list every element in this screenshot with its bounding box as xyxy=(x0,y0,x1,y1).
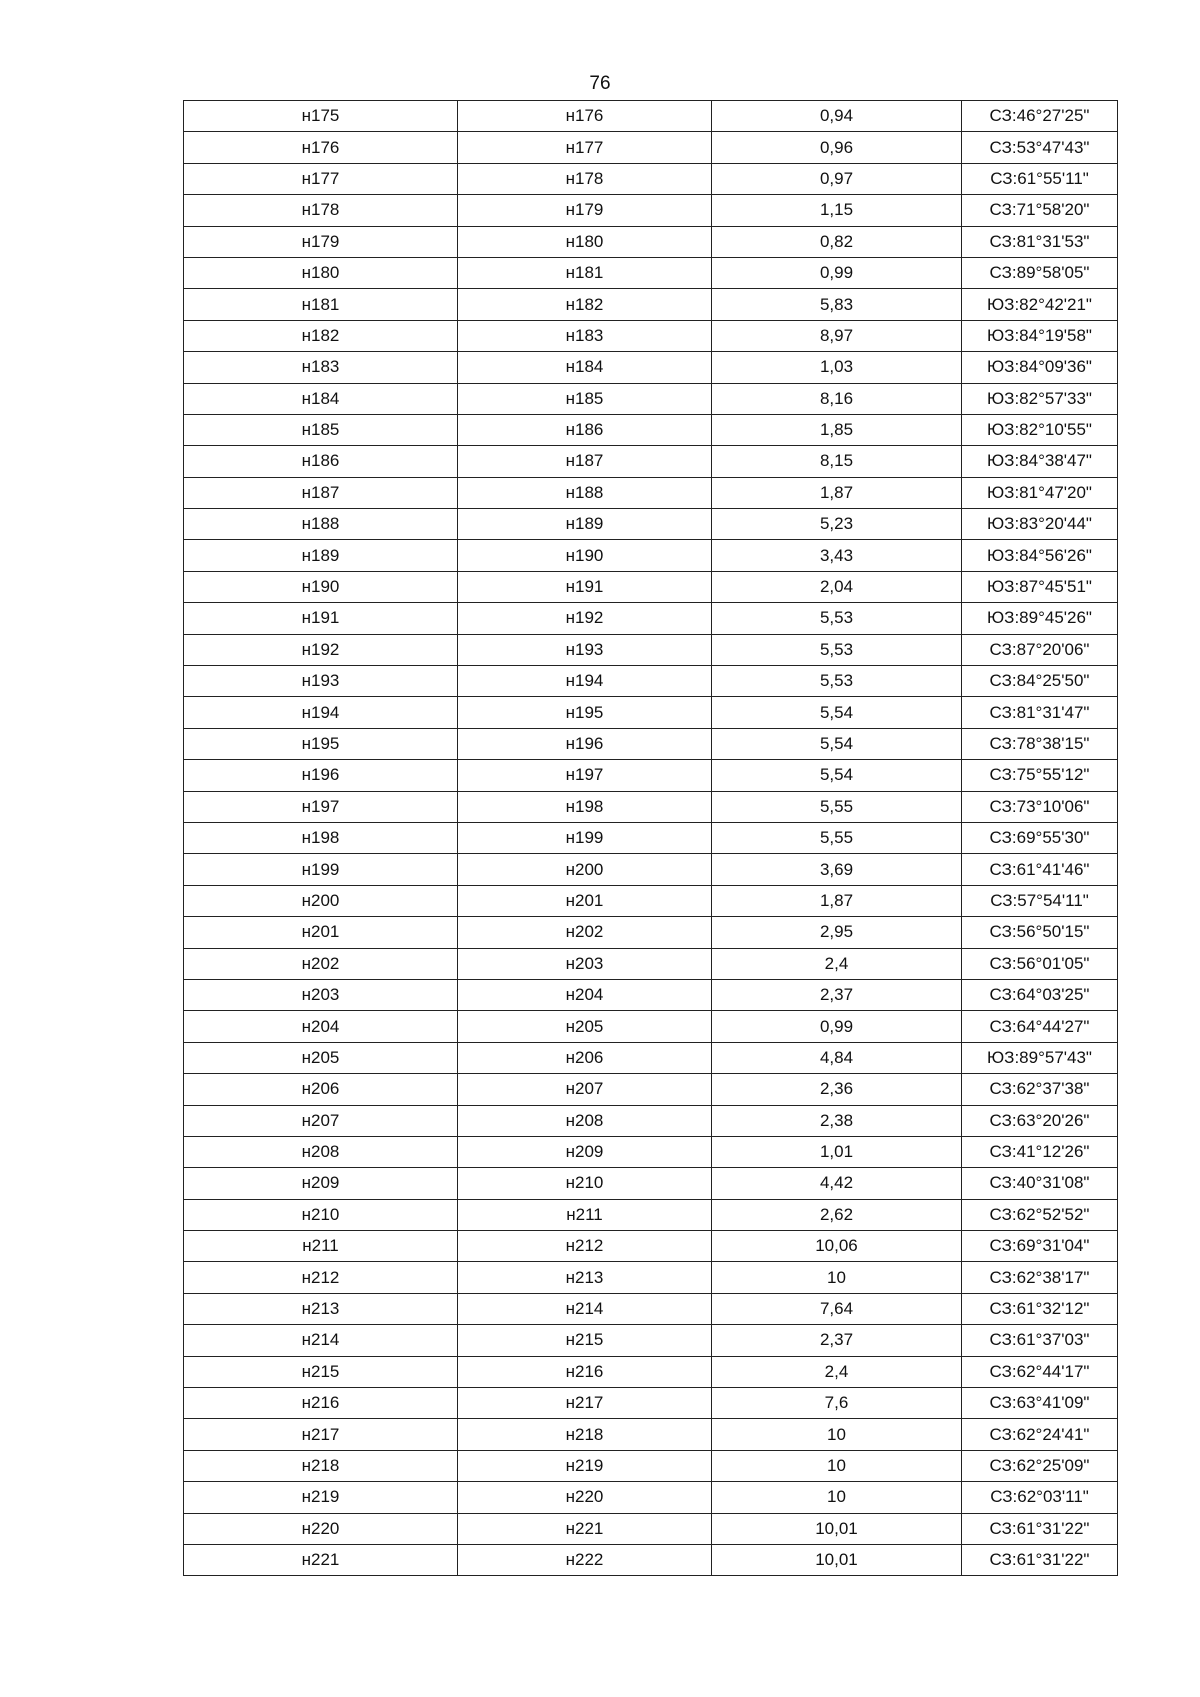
table-row xyxy=(184,289,1118,320)
from-point-cell: н200 xyxy=(184,885,458,916)
from-point-cell: н189 xyxy=(184,540,458,571)
to-point-cell: н191 xyxy=(458,571,712,602)
to-point-cell: н220 xyxy=(458,1482,712,1513)
bearing-cell: СЗ:63°41'09" xyxy=(962,1388,1118,1419)
length-cell: 2,37 xyxy=(712,979,962,1010)
bearing-cell: ЮЗ:81°47'20" xyxy=(962,477,1118,508)
from-point-cell: н206 xyxy=(184,1074,458,1105)
to-point-cell: н192 xyxy=(458,603,712,634)
table-row xyxy=(184,1231,1118,1262)
from-point-cell: н190 xyxy=(184,571,458,602)
from-point-cell: н194 xyxy=(184,697,458,728)
length-cell: 1,01 xyxy=(712,1136,962,1167)
bearing-cell: СЗ:87°20'06" xyxy=(962,634,1118,665)
length-cell: 1,03 xyxy=(712,352,962,383)
from-point-cell: н193 xyxy=(184,666,458,697)
bearing-cell: ЮЗ:89°45'26" xyxy=(962,603,1118,634)
table-row xyxy=(184,163,1118,194)
to-point-cell: н213 xyxy=(458,1262,712,1293)
to-point-cell: н187 xyxy=(458,446,712,477)
bearing-cell: СЗ:62°52'52" xyxy=(962,1199,1118,1230)
length-cell: 5,55 xyxy=(712,822,962,853)
table-row xyxy=(184,101,1118,132)
from-point-cell: н184 xyxy=(184,383,458,414)
table-row xyxy=(184,320,1118,351)
to-point-cell: н214 xyxy=(458,1293,712,1324)
length-cell: 0,94 xyxy=(712,101,962,132)
bearing-cell: СЗ:78°38'15" xyxy=(962,728,1118,759)
bearing-cell: СЗ:53°47'43" xyxy=(962,132,1118,163)
bearing-cell: ЮЗ:87°45'51" xyxy=(962,571,1118,602)
bearing-cell: СЗ:81°31'47" xyxy=(962,697,1118,728)
table-row xyxy=(184,760,1118,791)
table-row xyxy=(184,1042,1118,1073)
from-point-cell: н176 xyxy=(184,132,458,163)
from-point-cell: н178 xyxy=(184,195,458,226)
table-row xyxy=(184,226,1118,257)
from-point-cell: н196 xyxy=(184,760,458,791)
bearing-cell: СЗ:63°20'26" xyxy=(962,1105,1118,1136)
to-point-cell: н196 xyxy=(458,728,712,759)
table-row xyxy=(184,885,1118,916)
to-point-cell: н179 xyxy=(458,195,712,226)
table-row xyxy=(184,571,1118,602)
to-point-cell: н207 xyxy=(458,1074,712,1105)
bearing-cell: СЗ:64°03'25" xyxy=(962,979,1118,1010)
length-cell: 0,99 xyxy=(712,257,962,288)
table-row xyxy=(184,1105,1118,1136)
from-point-cell: н202 xyxy=(184,948,458,979)
table-row xyxy=(184,540,1118,571)
length-cell: 2,4 xyxy=(712,1356,962,1387)
to-point-cell: н200 xyxy=(458,854,712,885)
from-point-cell: н216 xyxy=(184,1388,458,1419)
length-cell: 10 xyxy=(712,1262,962,1293)
table-row xyxy=(184,728,1118,759)
from-point-cell: н197 xyxy=(184,791,458,822)
length-cell: 5,54 xyxy=(712,760,962,791)
length-cell: 2,36 xyxy=(712,1074,962,1105)
from-point-cell: н187 xyxy=(184,477,458,508)
length-cell: 2,62 xyxy=(712,1199,962,1230)
length-cell: 3,43 xyxy=(712,540,962,571)
table-row xyxy=(184,1513,1118,1544)
table-row xyxy=(184,1011,1118,1042)
table-row xyxy=(184,1544,1118,1575)
to-point-cell: н197 xyxy=(458,760,712,791)
table-row xyxy=(184,917,1118,948)
length-cell: 8,16 xyxy=(712,383,962,414)
bearing-cell: СЗ:61°37'03" xyxy=(962,1325,1118,1356)
table-row xyxy=(184,666,1118,697)
length-cell: 8,15 xyxy=(712,446,962,477)
from-point-cell: н183 xyxy=(184,352,458,383)
length-cell: 2,37 xyxy=(712,1325,962,1356)
table-row xyxy=(184,822,1118,853)
table-row xyxy=(184,854,1118,885)
to-point-cell: н189 xyxy=(458,509,712,540)
from-point-cell: н209 xyxy=(184,1168,458,1199)
to-point-cell: н194 xyxy=(458,666,712,697)
table-row xyxy=(184,132,1118,163)
length-cell: 10,01 xyxy=(712,1544,962,1575)
length-cell: 10 xyxy=(712,1450,962,1481)
length-cell: 5,23 xyxy=(712,509,962,540)
table-row xyxy=(184,1168,1118,1199)
from-point-cell: н175 xyxy=(184,101,458,132)
from-point-cell: н182 xyxy=(184,320,458,351)
from-point-cell: н188 xyxy=(184,509,458,540)
table-row xyxy=(184,257,1118,288)
table-row xyxy=(184,414,1118,445)
to-point-cell: н182 xyxy=(458,289,712,320)
table-row xyxy=(184,1482,1118,1513)
table-row xyxy=(184,603,1118,634)
table-row xyxy=(184,383,1118,414)
bearing-cell: ЮЗ:84°19'58" xyxy=(962,320,1118,351)
from-point-cell: н199 xyxy=(184,854,458,885)
bearing-cell: СЗ:61°41'46" xyxy=(962,854,1118,885)
to-point-cell: н183 xyxy=(458,320,712,351)
length-cell: 2,38 xyxy=(712,1105,962,1136)
bearing-cell: СЗ:89°58'05" xyxy=(962,257,1118,288)
table-row xyxy=(184,1262,1118,1293)
bearing-cell: СЗ:56°50'15" xyxy=(962,917,1118,948)
length-cell: 0,99 xyxy=(712,1011,962,1042)
from-point-cell: н221 xyxy=(184,1544,458,1575)
to-point-cell: н217 xyxy=(458,1388,712,1419)
table-row xyxy=(184,1419,1118,1450)
to-point-cell: н209 xyxy=(458,1136,712,1167)
length-cell: 2,95 xyxy=(712,917,962,948)
to-point-cell: н203 xyxy=(458,948,712,979)
bearing-cell: СЗ:41°12'26" xyxy=(962,1136,1118,1167)
bearing-cell: СЗ:84°25'50" xyxy=(962,666,1118,697)
bearing-cell: СЗ:73°10'06" xyxy=(962,791,1118,822)
table-row xyxy=(184,979,1118,1010)
boundary-points-table xyxy=(183,100,1118,1576)
from-point-cell: н181 xyxy=(184,289,458,320)
bearing-cell: СЗ:69°31'04" xyxy=(962,1231,1118,1262)
bearing-cell: СЗ:69°55'30" xyxy=(962,822,1118,853)
to-point-cell: н181 xyxy=(458,257,712,288)
bearing-cell: ЮЗ:84°09'36" xyxy=(962,352,1118,383)
length-cell: 10,01 xyxy=(712,1513,962,1544)
length-cell: 1,85 xyxy=(712,414,962,445)
to-point-cell: н190 xyxy=(458,540,712,571)
to-point-cell: н198 xyxy=(458,791,712,822)
from-point-cell: н220 xyxy=(184,1513,458,1544)
to-point-cell: н221 xyxy=(458,1513,712,1544)
table-row xyxy=(184,477,1118,508)
from-point-cell: н204 xyxy=(184,1011,458,1042)
from-point-cell: н177 xyxy=(184,163,458,194)
length-cell: 7,64 xyxy=(712,1293,962,1324)
table-row xyxy=(184,1388,1118,1419)
bearing-cell: ЮЗ:84°38'47" xyxy=(962,446,1118,477)
length-cell: 5,83 xyxy=(712,289,962,320)
from-point-cell: н180 xyxy=(184,257,458,288)
from-point-cell: н179 xyxy=(184,226,458,257)
table-row xyxy=(184,195,1118,226)
length-cell: 5,54 xyxy=(712,728,962,759)
bearing-cell: СЗ:46°27'25" xyxy=(962,101,1118,132)
bearing-cell: ЮЗ:82°10'55" xyxy=(962,414,1118,445)
length-cell: 1,15 xyxy=(712,195,962,226)
length-cell: 4,84 xyxy=(712,1042,962,1073)
to-point-cell: н180 xyxy=(458,226,712,257)
length-cell: 0,82 xyxy=(712,226,962,257)
table-row xyxy=(184,1293,1118,1324)
table-row xyxy=(184,634,1118,665)
to-point-cell: н176 xyxy=(458,101,712,132)
to-point-cell: н222 xyxy=(458,1544,712,1575)
to-point-cell: н215 xyxy=(458,1325,712,1356)
from-point-cell: н215 xyxy=(184,1356,458,1387)
bearing-cell: СЗ:57°54'11" xyxy=(962,885,1118,916)
table-row xyxy=(184,1450,1118,1481)
from-point-cell: н212 xyxy=(184,1262,458,1293)
length-cell: 10 xyxy=(712,1419,962,1450)
to-point-cell: н202 xyxy=(458,917,712,948)
from-point-cell: н218 xyxy=(184,1450,458,1481)
length-cell: 1,87 xyxy=(712,885,962,916)
bearing-cell: СЗ:62°24'41" xyxy=(962,1419,1118,1450)
bearing-cell: СЗ:64°44'27" xyxy=(962,1011,1118,1042)
table-body xyxy=(184,101,1118,1576)
to-point-cell: н178 xyxy=(458,163,712,194)
bearing-cell: СЗ:40°31'08" xyxy=(962,1168,1118,1199)
to-point-cell: н206 xyxy=(458,1042,712,1073)
length-cell: 0,97 xyxy=(712,163,962,194)
from-point-cell: н219 xyxy=(184,1482,458,1513)
length-cell: 5,53 xyxy=(712,603,962,634)
to-point-cell: н185 xyxy=(458,383,712,414)
bearing-cell: СЗ:61°31'22" xyxy=(962,1544,1118,1575)
from-point-cell: н214 xyxy=(184,1325,458,1356)
to-point-cell: н177 xyxy=(458,132,712,163)
to-point-cell: н208 xyxy=(458,1105,712,1136)
bearing-cell: СЗ:61°32'12" xyxy=(962,1293,1118,1324)
from-point-cell: н203 xyxy=(184,979,458,1010)
to-point-cell: н219 xyxy=(458,1450,712,1481)
from-point-cell: н198 xyxy=(184,822,458,853)
from-point-cell: н195 xyxy=(184,728,458,759)
from-point-cell: н207 xyxy=(184,1105,458,1136)
table-row xyxy=(184,1325,1118,1356)
from-point-cell: н217 xyxy=(184,1419,458,1450)
length-cell: 5,53 xyxy=(712,634,962,665)
to-point-cell: н188 xyxy=(458,477,712,508)
length-cell: 1,87 xyxy=(712,477,962,508)
bearing-cell: СЗ:81°31'53" xyxy=(962,226,1118,257)
bearing-cell: ЮЗ:82°57'33" xyxy=(962,383,1118,414)
length-cell: 3,69 xyxy=(712,854,962,885)
table-row xyxy=(184,1074,1118,1105)
bearing-cell: СЗ:62°44'17" xyxy=(962,1356,1118,1387)
length-cell: 2,4 xyxy=(712,948,962,979)
length-cell: 10,06 xyxy=(712,1231,962,1262)
table-row xyxy=(184,948,1118,979)
to-point-cell: н193 xyxy=(458,634,712,665)
bearing-cell: ЮЗ:82°42'21" xyxy=(962,289,1118,320)
to-point-cell: н218 xyxy=(458,1419,712,1450)
table-row xyxy=(184,1136,1118,1167)
length-cell: 2,04 xyxy=(712,571,962,602)
table-row xyxy=(184,352,1118,383)
table-row xyxy=(184,1356,1118,1387)
table-row xyxy=(184,791,1118,822)
length-cell: 5,54 xyxy=(712,697,962,728)
from-point-cell: н210 xyxy=(184,1199,458,1230)
to-point-cell: н186 xyxy=(458,414,712,445)
from-point-cell: н211 xyxy=(184,1231,458,1262)
bearing-cell: СЗ:71°58'20" xyxy=(962,195,1118,226)
to-point-cell: н195 xyxy=(458,697,712,728)
from-point-cell: н186 xyxy=(184,446,458,477)
bearing-cell: СЗ:61°55'11" xyxy=(962,163,1118,194)
to-point-cell: н199 xyxy=(458,822,712,853)
table-row xyxy=(184,509,1118,540)
table-row xyxy=(184,446,1118,477)
to-point-cell: н205 xyxy=(458,1011,712,1042)
length-cell: 0,96 xyxy=(712,132,962,163)
bearing-cell: СЗ:62°38'17" xyxy=(962,1262,1118,1293)
to-point-cell: н211 xyxy=(458,1199,712,1230)
from-point-cell: н191 xyxy=(184,603,458,634)
bearing-cell: СЗ:56°01'05" xyxy=(962,948,1118,979)
bearing-cell: ЮЗ:84°56'26" xyxy=(962,540,1118,571)
bearing-cell: СЗ:62°37'38" xyxy=(962,1074,1118,1105)
table-row xyxy=(184,697,1118,728)
from-point-cell: н185 xyxy=(184,414,458,445)
to-point-cell: н204 xyxy=(458,979,712,1010)
to-point-cell: н212 xyxy=(458,1231,712,1262)
bearing-cell: СЗ:61°31'22" xyxy=(962,1513,1118,1544)
to-point-cell: н216 xyxy=(458,1356,712,1387)
length-cell: 5,55 xyxy=(712,791,962,822)
bearing-cell: ЮЗ:83°20'44" xyxy=(962,509,1118,540)
to-point-cell: н184 xyxy=(458,352,712,383)
bearing-cell: ЮЗ:89°57'43" xyxy=(962,1042,1118,1073)
length-cell: 5,53 xyxy=(712,666,962,697)
to-point-cell: н201 xyxy=(458,885,712,916)
length-cell: 8,97 xyxy=(712,320,962,351)
bearing-cell: СЗ:62°03'11" xyxy=(962,1482,1118,1513)
bearing-cell: СЗ:62°25'09" xyxy=(962,1450,1118,1481)
table-row xyxy=(184,1199,1118,1230)
to-point-cell: н210 xyxy=(458,1168,712,1199)
from-point-cell: н205 xyxy=(184,1042,458,1073)
length-cell: 7,6 xyxy=(712,1388,962,1419)
page-number: 76 xyxy=(589,73,611,94)
from-point-cell: н213 xyxy=(184,1293,458,1324)
from-point-cell: н201 xyxy=(184,917,458,948)
bearing-cell: СЗ:75°55'12" xyxy=(962,760,1118,791)
length-cell: 4,42 xyxy=(712,1168,962,1199)
from-point-cell: н208 xyxy=(184,1136,458,1167)
from-point-cell: н192 xyxy=(184,634,458,665)
length-cell: 10 xyxy=(712,1482,962,1513)
